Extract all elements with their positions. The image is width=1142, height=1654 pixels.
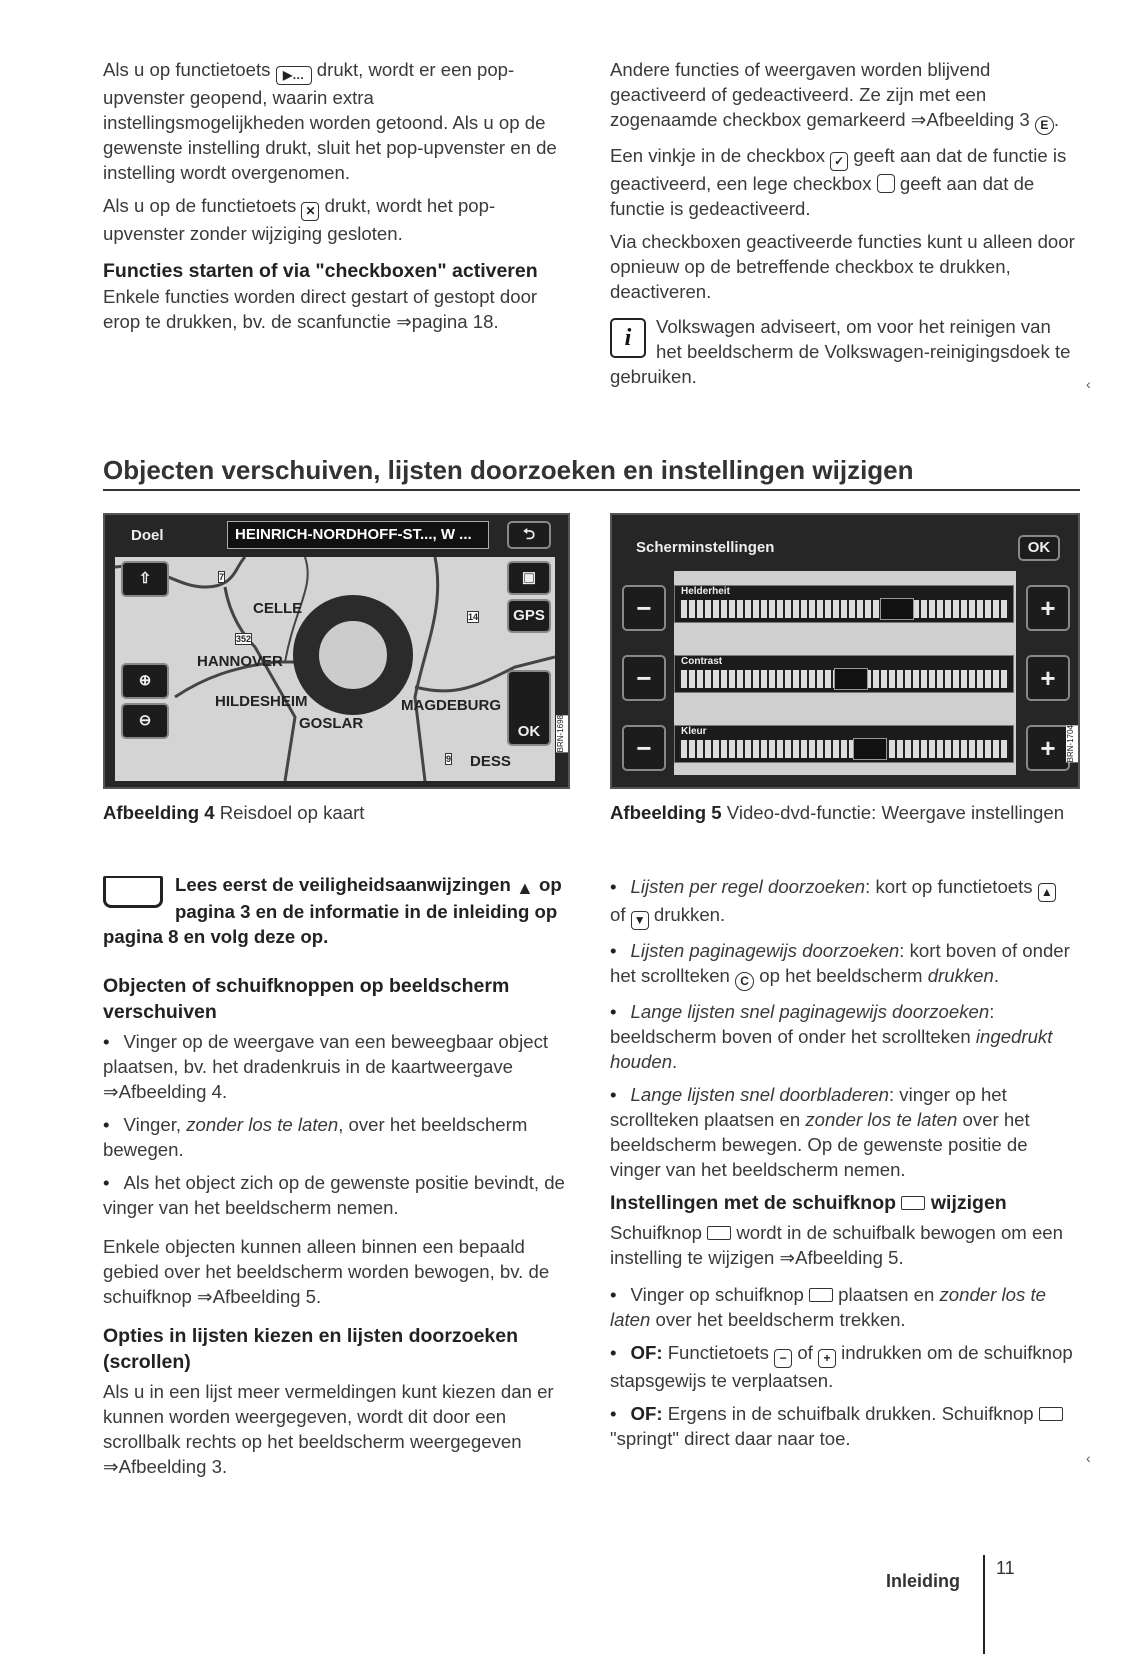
minus-button[interactable]: −: [622, 725, 666, 771]
paragraph: [610, 57, 1075, 135]
paragraph: [610, 143, 1075, 221]
bullet-item: [103, 1170, 573, 1220]
destination-label: Doel: [131, 527, 164, 544]
city-label: CELLE: [253, 600, 303, 617]
page-title: Objecten verschuiven, lijsten doorzoeken en instellingen wijzigen: [103, 455, 1080, 491]
text-segment: : kort op functietoets: [865, 876, 1038, 897]
text-segment: "springt" direct daar naar toe.: [610, 1428, 851, 1449]
key-down-icon: ▼: [631, 911, 649, 930]
text-segment: geeft aan dat de functie is geactiveerd, een lege checkbox: [610, 145, 1067, 194]
text-segment: over het beeldscherm trekken.: [650, 1309, 906, 1330]
bullet-item: [610, 1340, 1075, 1393]
figure-4-navigation-map: [103, 513, 570, 789]
slider-knob[interactable]: [880, 598, 914, 620]
slider-kleur[interactable]: [674, 725, 1014, 763]
text-segment: OF:: [630, 1403, 663, 1424]
paragraph: [103, 284, 573, 334]
poi-button[interactable]: ⇧: [121, 561, 169, 597]
road-number: 352: [236, 634, 252, 644]
slider-knob-icon: [901, 1196, 925, 1210]
text-segment: .: [672, 1051, 678, 1072]
back-button[interactable]: ⮌: [507, 521, 551, 549]
text-segment: .: [993, 965, 1000, 986]
slider-track[interactable]: [679, 600, 1009, 618]
text-segment: wijzigen: [925, 1192, 1007, 1214]
ok-button[interactable]: OK: [1018, 535, 1060, 561]
slider-track[interactable]: [679, 670, 1009, 688]
caption-text: Reisdoel op kaart: [219, 802, 365, 823]
slider-label: Contrast: [681, 656, 723, 667]
zoom-out-button[interactable]: ⊖: [121, 703, 169, 739]
text-segment: Andere functies of weergaven worden blijvend geactiveerd of gedeactiveerd. Ze zijn met een zogenaamde checkbox gemarkeerd ⇒Afbeelding 3: [610, 59, 1035, 130]
text-segment: Lange lijsten snel paginagewijs doorzoeken: [630, 1001, 990, 1022]
text-segment: wordt in de schuifbalk bewogen om een instelling te wijzigen ⇒Afbeelding 5.: [610, 1222, 1063, 1268]
info-note-text: Volkswagen adviseert, om voor het reinigen van het beeldscherm de Volkswagen-reinigingsdoek te gebruiken.: [610, 316, 1071, 387]
text-segment: ingedrukt houden: [610, 1026, 1053, 1072]
slider-knob[interactable]: [834, 668, 868, 690]
checkbox-empty-icon: [877, 174, 895, 193]
section-heading: Objecten of schuifknoppen op beeldscherm verschuiven: [103, 975, 510, 1023]
text-segment: drukt, wordt het pop-upvenster zonder wijziging gesloten.: [103, 195, 496, 244]
key-plus-icon: +: [818, 1349, 836, 1368]
bullet-item: [610, 1282, 1075, 1332]
warning-icon: ▲: [516, 878, 534, 898]
text-segment: op het beeldscherm: [754, 965, 928, 986]
text-segment: Vinger op schuifknop: [630, 1284, 809, 1305]
paragraph: [610, 1220, 1075, 1270]
plus-button[interactable]: +: [1026, 585, 1070, 631]
text-segment: Vinger op de weergave van een beweegbaar object plaatsen, bv. het dradenkruis in de kaartweergave ⇒Afbeelding 4.: [103, 1031, 549, 1102]
figure-5-screen-settings: [610, 513, 1080, 789]
safety-note-text: [103, 874, 562, 947]
slider-knob[interactable]: [853, 738, 887, 760]
road-number: 7: [219, 572, 225, 582]
screen-title: Scherminstellingen: [636, 539, 775, 556]
bullet-item: [610, 1401, 1075, 1451]
slider-contrast[interactable]: [674, 655, 1014, 693]
road-number: 14: [468, 612, 479, 622]
slider-knob-icon: [707, 1226, 731, 1240]
key-minus-icon: −: [774, 1349, 792, 1368]
text-segment: , over het beeldscherm bewegen.: [103, 1114, 528, 1160]
text-segment: Lees eerst de veiligheidsaanwijzingen: [175, 874, 517, 895]
text-segment: Als het object zich op de gewenste positie bevindt, de vinger van het beeldscherm nemen.: [103, 1172, 565, 1218]
minus-button[interactable]: −: [622, 655, 666, 701]
map-area: [115, 557, 555, 781]
city-label: MAGDEBURG: [401, 697, 501, 714]
key-up-icon: ▲: [1038, 883, 1056, 902]
plus-button[interactable]: +: [1026, 725, 1070, 771]
slider-knob-icon: [1039, 1407, 1063, 1421]
bullet-item: [610, 1082, 1075, 1182]
gps-button[interactable]: GPS: [507, 599, 551, 633]
text-segment: indrukken om de schuifknop stapsgewijs te verplaatsen.: [610, 1342, 1073, 1391]
road-number: 9: [446, 754, 452, 764]
end-mark-icon: ‹: [1086, 376, 1091, 392]
caption-number: Afbeelding 5: [610, 802, 722, 823]
bullet-item: [610, 874, 1075, 930]
slider-label: Kleur: [681, 726, 707, 737]
page-number: 11: [996, 1558, 1015, 1578]
text-segment: of: [610, 904, 631, 925]
text-segment: Als u op functietoets: [103, 59, 276, 80]
text-segment: Een vinkje in de checkbox: [610, 145, 831, 166]
text-segment: Via checkboxen geactiveerde functies kunt u alleen door opnieuw op de betreffende checkbox te drukken, deactiveren.: [610, 231, 1075, 302]
key-more-icon: ▶…: [276, 66, 312, 85]
text-segment: drukken.: [648, 904, 726, 925]
text-segment: zonder los te laten: [610, 1284, 1046, 1330]
section-heading: Opties in lijsten kiezen en lijsten doorzoeken (scrollen): [103, 1325, 519, 1373]
book-icon: [103, 876, 163, 908]
paragraph: [610, 229, 1075, 304]
circle-C-icon: C: [735, 972, 754, 991]
text-segment: Instellingen met de schuifknop: [610, 1192, 902, 1214]
safety-note: [103, 872, 573, 949]
end-mark-icon: ‹: [1086, 1450, 1091, 1466]
text-segment: drukken: [927, 965, 994, 986]
text-segment: Functietoets: [662, 1342, 775, 1363]
plus-button[interactable]: +: [1026, 655, 1070, 701]
text-segment: Als u in een lijst meer vermeldingen kunt kiezen dan er kunnen worden weergegeven, wordt dit door een scrollbalk rechts op het beeldscherm weergegeven ⇒Afbeelding 3.: [103, 1381, 554, 1477]
slider-label: Helderheit: [681, 586, 730, 597]
text-segment: Ergens in de schuifbalk drukken. Schuifknop: [662, 1403, 1039, 1424]
right-bottom-column: [610, 874, 1075, 1459]
text-segment: zonder los te laten: [805, 1109, 958, 1130]
city-label: HILDESHEIM: [215, 693, 308, 710]
text-segment: .: [1053, 109, 1060, 130]
text-segment: drukt, wordt er een pop-upvenster geopend, waarin extra instellingsmogelijkheden worden getoond. Als u op de gewenste instelling drukt, sluit het pop-upvenster en de instelling wordt overgenomen.: [103, 59, 557, 183]
text-segment: : beeldscherm boven of onder het scrollteken: [610, 1001, 995, 1047]
key-close-icon: ✕: [301, 202, 319, 221]
city-label: GOSLAR: [299, 715, 364, 732]
text-segment: Enkele objecten kunnen alleen binnen een bepaald gebied over het beeldscherm worden bewogen, bv. de schuifknop ⇒Afbeelding 5.: [103, 1236, 550, 1307]
text-segment: zonder los te laten: [186, 1114, 339, 1135]
slider-panel: [674, 571, 1016, 775]
ok-button[interactable]: OK: [507, 670, 551, 746]
left-bottom-column: [103, 872, 573, 1487]
bullet-item: [103, 1112, 573, 1162]
footer-divider: [983, 1555, 985, 1654]
text-segment: Enkele functies worden direct gestart of gestopt door erop te drukken, bv. de scanfunctie ⇒pagina 18.: [103, 286, 538, 332]
info-icon: i: [610, 318, 646, 358]
figure-4-caption: [103, 800, 573, 825]
figure-code: BRN-1704: [1066, 725, 1078, 762]
paragraph: [103, 1379, 573, 1479]
text-segment: Lange lijsten snel doorbladeren: [630, 1084, 889, 1105]
paragraph: [103, 193, 573, 246]
section-heading: Functies starten of via "checkboxen" activeren: [103, 260, 538, 282]
slider-helderheit[interactable]: [674, 585, 1014, 623]
zoom-in-button[interactable]: ⊕: [121, 663, 169, 699]
city-label: HANNOVER: [197, 653, 283, 670]
footer-section: Inleiding: [886, 1571, 960, 1591]
figure-5-caption: [610, 800, 1080, 825]
circle-E-icon: E: [1035, 116, 1054, 135]
text-segment: Lijsten per regel doorzoeken: [630, 876, 866, 897]
text-segment: : vinger op het scrollteken plaatsen en: [610, 1084, 1007, 1130]
right-top-column: [610, 57, 1075, 389]
checkbox-checked-icon: ✓: [830, 152, 848, 171]
bullet-item: [103, 1029, 573, 1104]
paragraph: [103, 57, 573, 185]
section-heading: [610, 1190, 1075, 1216]
bullet-item: [610, 999, 1075, 1074]
caption-text: Video-dvd-functie: Weergave instellingen: [726, 802, 1065, 823]
text-segment: of: [792, 1342, 818, 1363]
text-segment: Schuifknop: [610, 1222, 708, 1243]
text-segment: Lijsten paginagewijs doorzoeken: [630, 940, 900, 961]
text-segment: plaatsen en: [833, 1284, 940, 1305]
slider-track[interactable]: [679, 740, 1009, 758]
caption-number: Afbeelding 4: [103, 802, 215, 823]
text-segment: op pagina 3 en de informatie in de inleiding op pagina 8 en volg deze op.: [103, 874, 562, 947]
left-top-column: [103, 57, 573, 342]
text-segment: Vinger,: [123, 1114, 187, 1135]
crosshair-cursor[interactable]: [293, 595, 413, 715]
city-label: DESS: [470, 753, 511, 770]
destination-field[interactable]: HEINRICH-NORDHOFF-ST..., W ...: [227, 521, 489, 549]
save-button[interactable]: ▣: [507, 561, 551, 595]
text-segment: OF:: [630, 1342, 663, 1363]
slider-knob-icon: [809, 1288, 833, 1302]
text-segment: geeft aan dat de functie is gedeactiveerd.: [610, 173, 1035, 219]
bullet-item: [610, 938, 1075, 991]
text-segment: Als u op de functietoets: [103, 195, 302, 216]
text-segment: : kort boven of onder het scrollteken: [610, 940, 1070, 986]
info-note: [610, 314, 1075, 389]
text-segment: over het beeldscherm bewegen. Op de gewenste positie de vinger van het beeldscherm nemen.: [610, 1109, 1030, 1180]
paragraph: [103, 1234, 573, 1309]
figure-code: BRN-1698: [556, 715, 568, 752]
minus-button[interactable]: −: [622, 585, 666, 631]
